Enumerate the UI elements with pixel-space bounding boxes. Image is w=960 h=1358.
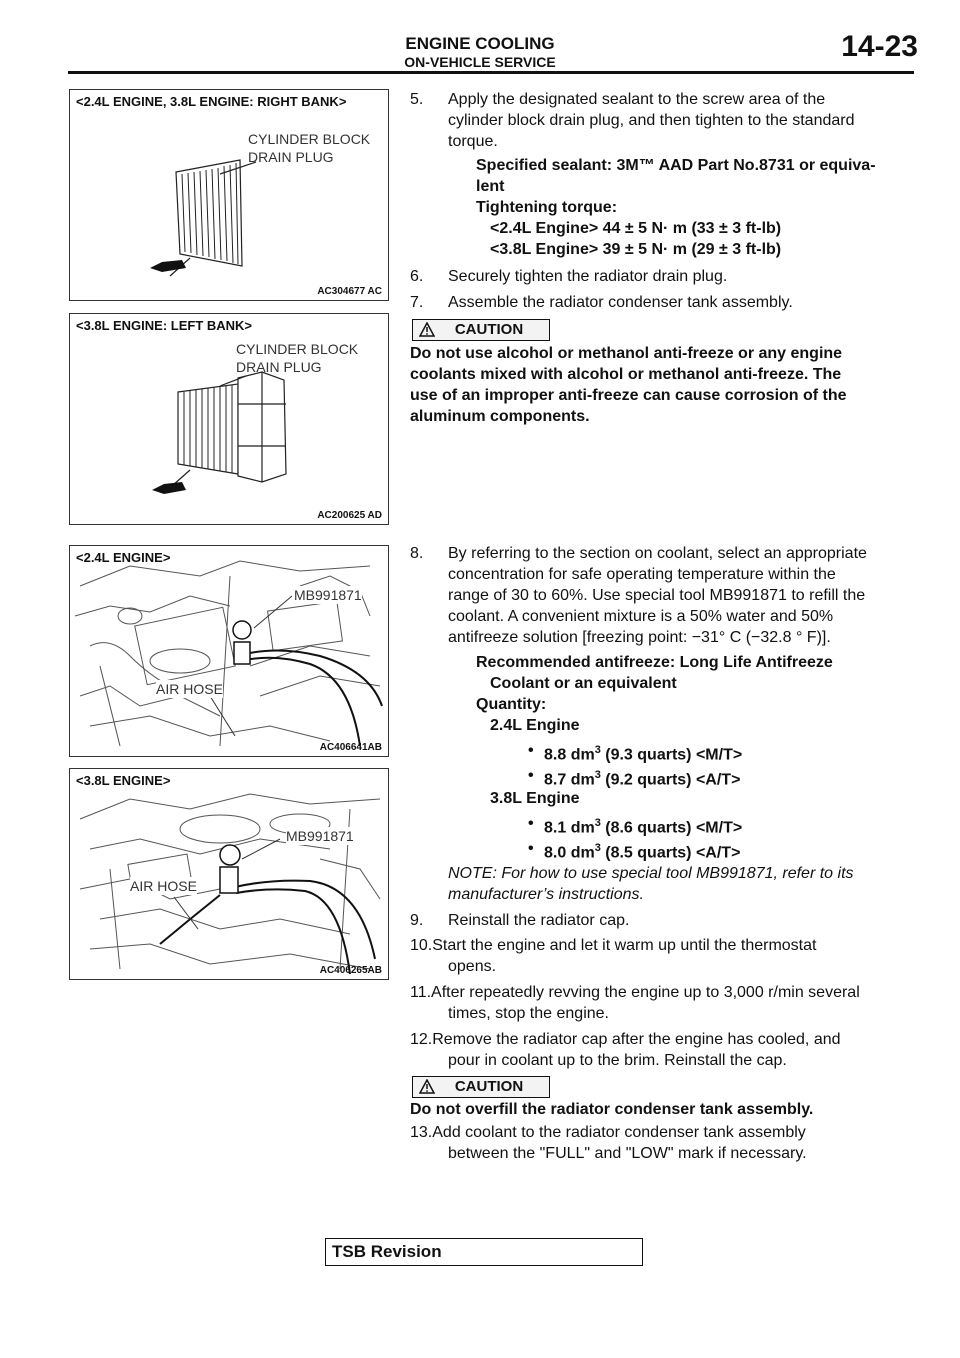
caution-2-text: Do not overfill the radiator condenser tank assembly. (410, 1101, 814, 1118)
quantity-value: 8.8 dm (544, 746, 595, 764)
engine-24l-label: 2.4L Engine (490, 717, 580, 734)
warning-icon (419, 322, 435, 337)
step-6: Securely tighten the radiator drain plug. (448, 268, 728, 285)
superscript: 3 (594, 769, 601, 781)
step-12-line2: pour in coolant up to the brim. Reinstall the cap. (448, 1052, 787, 1069)
callout-label-line1: CYLINDER BLOCK (236, 341, 359, 357)
figure-drain-plug-right-bank (69, 89, 389, 301)
step-8-line2: concentration for safe operating temperature within the (448, 566, 836, 583)
caution-badge (412, 319, 550, 341)
step-12-line1: 12.Remove the radiator cap after the engine has cooled, and (410, 1031, 841, 1048)
section-title: ENGINE COOLING (405, 34, 555, 53)
callout-label-line1: CYLINDER BLOCK (248, 131, 371, 147)
bullet: • (528, 840, 534, 857)
warning-icon (419, 1079, 435, 1094)
step-7: Assemble the radiator condenser tank assembly. (448, 294, 793, 311)
sealant-spec-line2: lent (476, 178, 505, 195)
caution-label: CAUTION (454, 1078, 524, 1095)
engine-38l-label: 3.8L Engine (490, 790, 580, 807)
sealant-spec-line1: Specified sealant: 3M™ AAD Part No.8731 or equiva- (476, 157, 876, 174)
step-13-line1: 13.Add coolant to the radiator condenser tank assembly (410, 1124, 806, 1141)
figure-38l-engine-tool (69, 768, 389, 980)
callout-label-line2: DRAIN PLUG (236, 359, 322, 375)
caution-label: CAUTION (454, 321, 524, 338)
quantity-24l-at (544, 765, 740, 790)
superscript: 3 (594, 817, 601, 829)
bullet: • (528, 767, 534, 784)
bullet: • (528, 742, 534, 759)
air-hose-label: AIR HOSE (156, 681, 223, 697)
step-number: 6. (410, 268, 424, 285)
callout-label-line2: DRAIN PLUG (248, 149, 334, 165)
air-hose-label: AIR HOSE (130, 878, 197, 894)
step-5-line1: Apply the designated sealant to the screw area of the (448, 91, 826, 108)
step-5-line2: cylinder block drain plug, and then tighten to the standard (448, 112, 855, 129)
step-8-line5: antifreeze solution [freezing point: −31° C (−32.8 ° F)]. (448, 629, 831, 646)
note-line1: NOTE: For how to use special tool MB991871, refer to its (448, 865, 854, 882)
figure-code: AC406265AB (319, 965, 382, 976)
step-number: 8. (410, 545, 424, 562)
step-5-line3: torque. (448, 133, 498, 150)
figure-drain-plug-left-bank (69, 313, 389, 525)
step-number: 5. (410, 91, 424, 108)
caution-badge (412, 1076, 550, 1098)
tsb-revision-box: TSB Revision (325, 1238, 643, 1266)
torque-24l: <2.4L Engine> 44 ± 5 N· m (33 ± 3 ft-lb) (490, 220, 782, 237)
figure-caption: <3.8L ENGINE: LEFT BANK> (76, 318, 253, 333)
figure-caption: <2.4L ENGINE> (76, 550, 171, 565)
step-9: Reinstall the radiator cap. (448, 912, 630, 929)
torque-label: Tightening torque: (476, 199, 618, 216)
superscript: 3 (594, 842, 601, 854)
antifreeze-spec-line1: Recommended antifreeze: Long Life Antifreeze (476, 654, 833, 671)
quantity-detail: (9.2 quarts) <A/T> (600, 771, 741, 789)
torque-38l: <3.8L Engine> 39 ± 5 N· m (29 ± 3 ft-lb) (490, 241, 782, 258)
quantity-detail: (9.3 quarts) <M/T> (600, 746, 743, 764)
figure-caption: <2.4L ENGINE, 3.8L ENGINE: RIGHT BANK> (76, 94, 347, 109)
engine-bay-illustration (70, 769, 390, 981)
step-11-line2: times, stop the engine. (448, 1005, 609, 1022)
drain-plug-illustration (70, 90, 390, 302)
step-13-line2: between the "FULL" and "LOW" mark if necessary. (448, 1145, 807, 1162)
engine-bay-illustration (70, 546, 390, 758)
step-10-line2: opens. (448, 958, 497, 975)
figure-code: AC406641AB (319, 742, 382, 753)
quantity-38l-mt (544, 813, 742, 838)
quantity-detail: (8.6 quarts) <M/T> (600, 819, 743, 837)
note-line2: manufacturer’s instructions. (448, 886, 644, 903)
superscript: 3 (594, 744, 601, 756)
quantity-38l-at (544, 838, 740, 863)
quantity-value: 8.7 dm (544, 771, 595, 789)
caution-1-line2: coolants mixed with alcohol or methanol anti-freeze. The (410, 366, 842, 383)
quantity-label: Quantity: (476, 696, 547, 713)
antifreeze-spec-line2: Coolant or an equivalent (490, 675, 677, 692)
step-8-line3: range of 30 to 60%. Use special tool MB991871 to refill the (448, 587, 866, 604)
step-8-line4: coolant. A convenient mixture is a 50% water and 50% (448, 608, 834, 625)
quantity-value: 8.0 dm (544, 844, 595, 862)
caution-1-line3: use of an improper anti-freeze can cause corrosion of the (410, 387, 847, 404)
caution-1-line1: Do not use alcohol or methanol anti-freeze or any engine (410, 345, 843, 362)
figure-code: AC200625 AD (317, 510, 382, 521)
procedure-text (410, 0, 920, 1358)
figure-24l-engine-tool (69, 545, 389, 757)
quantity-24l-mt (544, 740, 742, 765)
quantity-detail: (8.5 quarts) <A/T> (600, 844, 741, 862)
tool-label: MB991871 (286, 828, 354, 844)
page-number: 14-23 (841, 30, 918, 63)
step-number: 9. (410, 912, 424, 929)
section-subtitle: ON-VEHICLE SERVICE (404, 54, 556, 70)
figure-caption: <3.8L ENGINE> (76, 773, 171, 788)
bullet: • (528, 815, 534, 832)
quantity-value: 8.1 dm (544, 819, 595, 837)
step-number: 7. (410, 294, 424, 311)
figure-code: AC304677 AC (317, 286, 382, 297)
step-10-line1: 10.Start the engine and let it warm up until the thermostat (410, 937, 817, 954)
step-8-line1: By referring to the section on coolant, select an appropriate (448, 545, 867, 562)
tool-label: MB991871 (294, 587, 362, 603)
step-11-line1: 11.After repeatedly revving the engine up to 3,000 r/min several (410, 984, 860, 1001)
caution-1-line4: aluminum components. (410, 408, 590, 425)
